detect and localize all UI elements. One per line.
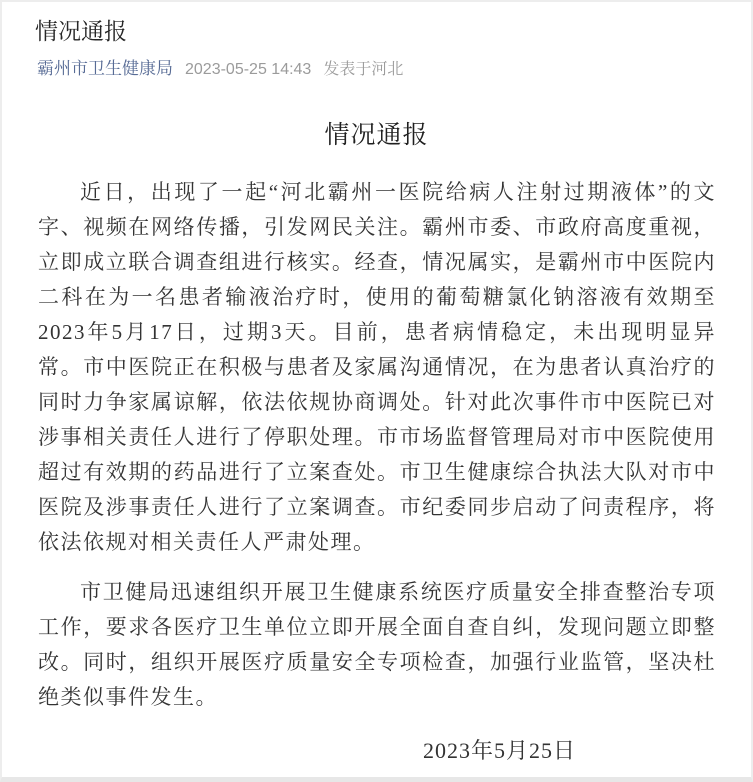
body-paragraph: 近日，出现了一起“河北霸州一医院给病人注射过期液体”的文字、视频在网络传播，引发网民关注。霸州市委、市政府高度重视，立即成立联合调查组进行核实。经查，情况属实，是霸州市中医院内二科在为一名患者输液治疗时，使用的葡萄糖氯化钠溶液有效期至2023年5月17日，过期3天。目前，患者病情稳定，未出现明显异常。市中医院正在积极与患者及家属沟通情况，在为患者认真治疗的同时力争家属谅解，依法依规协商调处。针对此次事件市中医院已对涉事相关责任人进行了停职处理。市市场监督管理局对市中医院使用超过有效期的药品进行了立案查处。市卫生健康综合执法大队对市中医院及涉事责任人进行了立案调查。市纪委同步启动了问责程序，将依法依规对相关责任人严肃处理。 <box>38 180 716 554</box>
publish-region: 发表于河北 <box>323 61 404 78</box>
article-meta <box>2 58 751 81</box>
document-date: 2023年5月25日 <box>422 738 576 763</box>
page-title: 情况通报 <box>35 18 127 44</box>
document-title: 情况通报 <box>324 121 429 149</box>
account-name-link[interactable]: 霸州市卫生健康局 <box>37 59 173 78</box>
body-paragraph: 市卫健局迅速组织开展卫生健康系统医疗质量安全排查整治专项工作，要求各医疗卫生单位立即开展全面自查自纠，发现问题立即整改。同时，组织开展医疗质量安全专项检查，加强行业监管，坚决杜绝类似事件发生。 <box>38 580 716 709</box>
article-body <box>2 175 751 715</box>
publish-timestamp: 2023-05-25 14:43 <box>185 61 312 78</box>
